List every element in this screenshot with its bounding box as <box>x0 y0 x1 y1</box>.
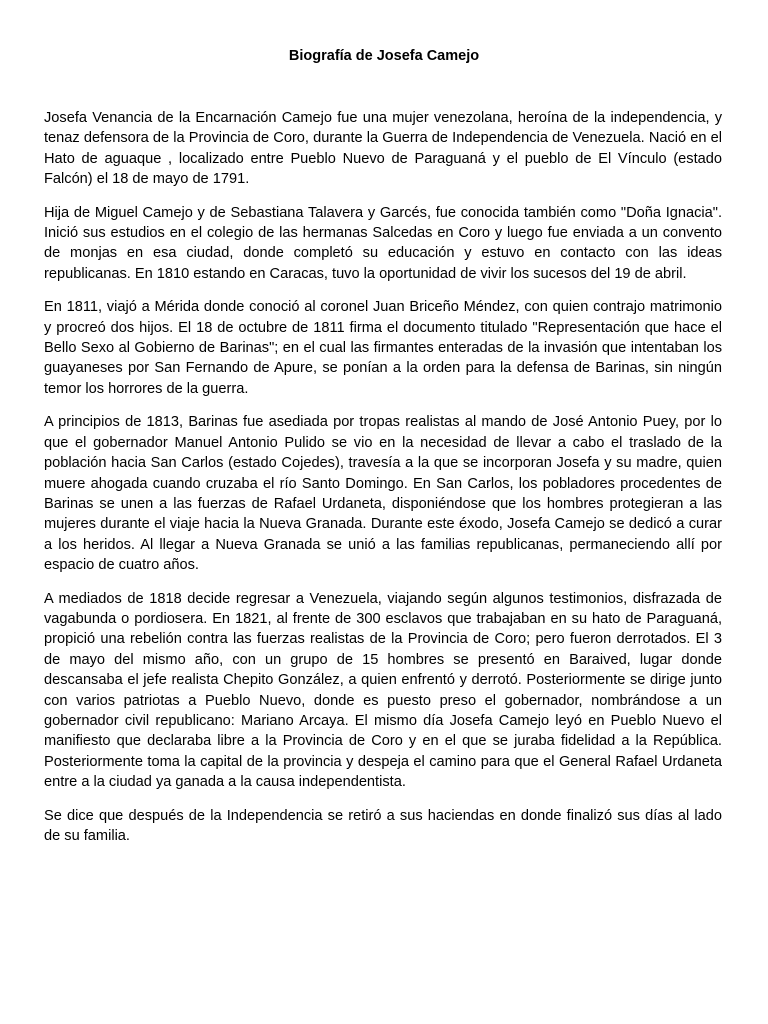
paragraph-retirement: Se dice que después de la Independencia se retiró a sus haciendas en donde finalizó sus días al lado de su familia. <box>44 807 722 844</box>
document-body <box>44 108 722 859</box>
paragraph-family-education: Hija de Miguel Camejo y de Sebastiana Talavera y Garcés, fue conocida también como "Doña Ignacia". Inició sus estudios en el colegio de las hermanas Salcedas en Coro y luego fue enviada a un convento de monjas en esa ciudad, donde completó su educación y estuvo en contacto con las ideas republicanas. En 1810 estando en Caracas, tuvo la oportunidad de vivir los sucesos del 19 de abril. <box>44 204 722 282</box>
paragraph-birth: Josefa Venancia de la Encarnación Camejo fue una mujer venezolana, heroína de la independencia, y tenaz defensora de la Provincia de Coro, durante la Guerra de Independencia de Venezuela. Nació en el Hato de aguaque , localizado entre Pueblo Nuevo de Paraguaná y el pueblo de El Vínculo (estado Falcón) el 18 de mayo de 1791. <box>44 110 722 188</box>
paragraph-exodus: A principios de 1813, Barinas fue asediada por tropas realistas al mando de José Antonio Puey, por lo que el gobernador Manuel Antonio Pulido se vio en la necesidad de llevar a cabo el traslado de la población hacia San Carlos (estado Cojedes), travesía a la que se incorporan Josefa y su madre, quien muere ahogada cuando cruzaba el río Santo Domingo. En San Carlos, los pobladores procedentes de Barinas se unen a las fuerzas de Rafael Urdaneta, disponiéndose que los hombres protegieran a las mujeres durante el viaje hacia la Nueva Granada. Durante este éxodo, Josefa Camejo se dedicó a curar a los heridos. Al llegar a Nueva Granada se unió a las familias republicanas, permaneciendo allí por espacio de cuatro años. <box>44 414 722 574</box>
paragraph-rebellion: A mediados de 1818 decide regresar a Venezuela, viajando según algunos testimonios, disfrazada de vagabunda o pordiosera. En 1821, al frente de 300 esclavos que trabajaban en su hato de Paraguaná, propició una rebelión contra las fuerzas realistas de la Provincia de Coro; pero fueron derrotados. El 3 de mayo del mismo año, con un grupo de 15 hombres se presentó en Baraived, lugar donde descansaba el jefe realista Chepito González, a quien enfrentó y derrotó. Posteriormente se dirige junto con varios patriotas a Pueblo Nuevo, donde es puesto preso el gobernador, nombrándose a un gobernador civil republicano: Mariano Arcaya. El mismo día Josefa Camejo leyó en Pueblo Nuevo el manifiesto que declaraba libre a la Provincia de Coro y en el que se juraba fidelidad a la República. Posteriormente toma la capital de la provincia y despeja el camino para que el General Rafael Urdaneta entre a la ciudad ya ganada a la causa independentista. <box>44 590 722 791</box>
document-title: Biografía de Josefa Camejo <box>288 48 480 64</box>
paragraph-merida-marriage: En 1811, viajó a Mérida donde conoció al coronel Juan Briceño Méndez, con quien contrajo matrimonio y procreó dos hijos. El 18 de octubre de 1811 firma el documento titulado "Representación que hace el Bello Sexo al Gobierno de Barinas"; en el cual las firmantes enteradas de la invasión que intentaban los guayaneses por San Fernando de Apure, se ponían a la orden para la defensa de Barinas, sin ningún temor los horrores de la guerra. <box>44 299 722 397</box>
